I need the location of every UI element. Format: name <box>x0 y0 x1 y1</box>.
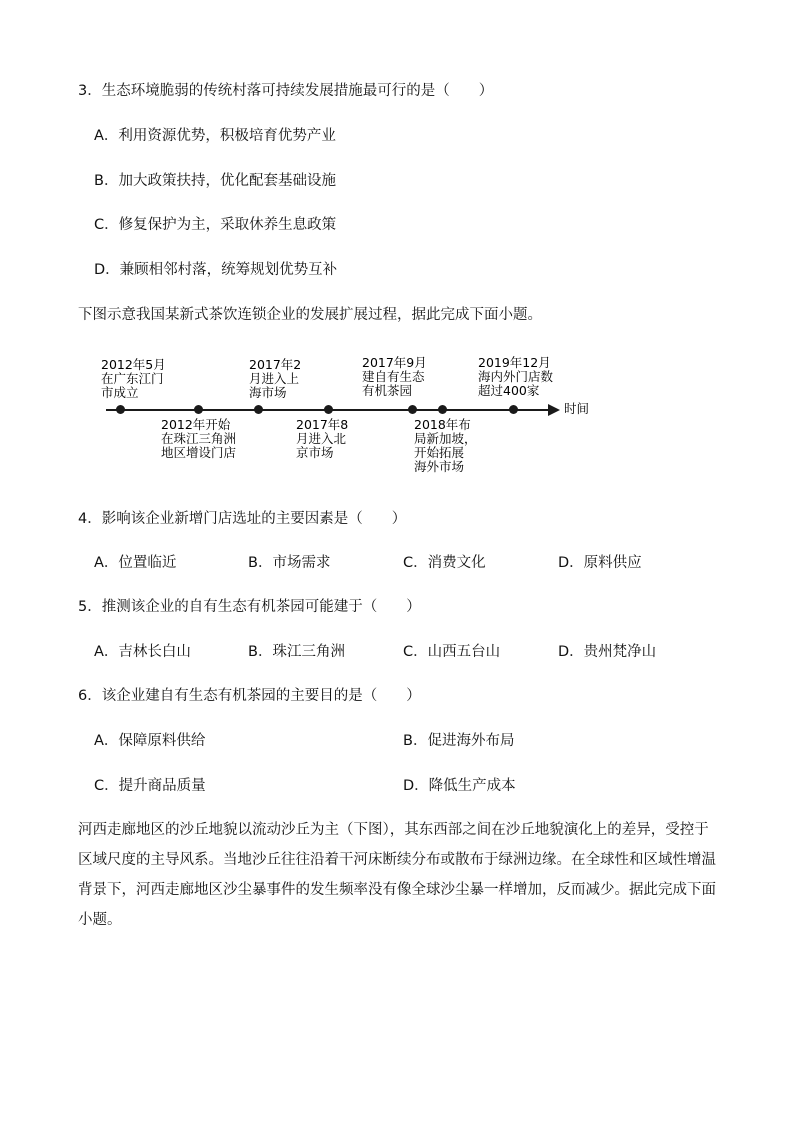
question-6-option-b: B．促进海外布局 <box>403 733 515 749</box>
question-6-option-c: C．提升商品质量 <box>94 778 206 794</box>
timeline-event-4: 2017年8 月进入北 京市场 <box>296 417 349 460</box>
question-5-option-b: B．珠江三角洲 <box>248 644 345 660</box>
timeline-event-2: 2012年开始 在珠江三角洲 地区增设门店 <box>161 417 237 460</box>
timeline-event-5: 2017年9月 建自有生态 有机茶园 <box>362 355 427 398</box>
question-3-stem: 3．生态环境脆弱的传统村落可持续发展措施最可行的是（ ） <box>78 83 494 99</box>
timeline-dot <box>438 405 447 414</box>
timeline-event-6: 2018年布 局新加坡， 开始拓展 海外市场 <box>414 417 477 474</box>
timeline-axis-label: 时间 <box>564 401 590 416</box>
timeline-arrow-icon <box>548 404 560 416</box>
timeline-dot <box>116 405 125 414</box>
timeline-dot <box>324 405 333 414</box>
intro-paragraph-2: 河西走廊地区的沙丘地貌以流动沙丘为主（下图），其东西部之间在沙丘地貌演化上的差异，受控于区域尺度的主导风系。当地沙丘往往沿着干河床断续分布或散布于绿洲边缘。在全球性和区域性增温背景下，河西走廊地区沙尘暴事件的发生频率没有像全球沙尘暴一样增加，反而减少。据此完成下面小题。 <box>78 822 716 928</box>
question-5-stem: 5．推测该企业的自有生态有机茶园可能建于（ ） <box>78 599 421 615</box>
question-6-stem: 6．该企业建自有生态有机茶园的主要目的是（ ） <box>78 688 421 704</box>
question-4-stem: 4．影响该企业新增门店选址的主要因素是（ ） <box>78 511 407 527</box>
timeline-dot <box>408 405 417 414</box>
timeline-dot <box>194 405 203 414</box>
question-5-option-a: A．吉林长白山 <box>94 644 191 660</box>
question-6-option-a: A．保障原料供给 <box>94 733 206 749</box>
question-4-option-c: C．消费文化 <box>403 555 486 571</box>
timeline-event-3: 2017年2 月进入上 海市场 <box>249 357 302 400</box>
question-4-option-d: D．原料供应 <box>558 555 642 571</box>
intro-paragraph-1: 下图示意我国某新式茶饮连锁企业的发展扩展过程，据此完成下面小题。 <box>78 307 542 323</box>
question-3-option-b: B．加大政策扶持，优化配套基础设施 <box>94 173 336 189</box>
question-4-option-a: A．位置临近 <box>94 555 177 571</box>
question-3-option-c: C．修复保护为主，采取休养生息政策 <box>94 217 337 233</box>
timeline-dot <box>254 405 263 414</box>
question-4-option-b: B．市场需求 <box>248 555 331 571</box>
question-3-option-d: D．兼顾相邻村落，统筹规划优势互补 <box>94 262 338 278</box>
question-6-option-d: D．降低生产成本 <box>403 778 516 794</box>
question-3-option-a: A．利用资源优势，积极培育优势产业 <box>94 128 336 144</box>
timeline-event-7: 2019年12月 海内外门店数 超过400家 <box>478 355 554 398</box>
question-5-option-d: D．贵州梵净山 <box>558 644 657 660</box>
timeline-event-1: 2012年5月 在广东江门 市成立 <box>101 357 166 400</box>
timeline-figure <box>96 350 616 490</box>
question-5-option-c: C．山西五台山 <box>403 644 501 660</box>
timeline-dot <box>509 405 518 414</box>
